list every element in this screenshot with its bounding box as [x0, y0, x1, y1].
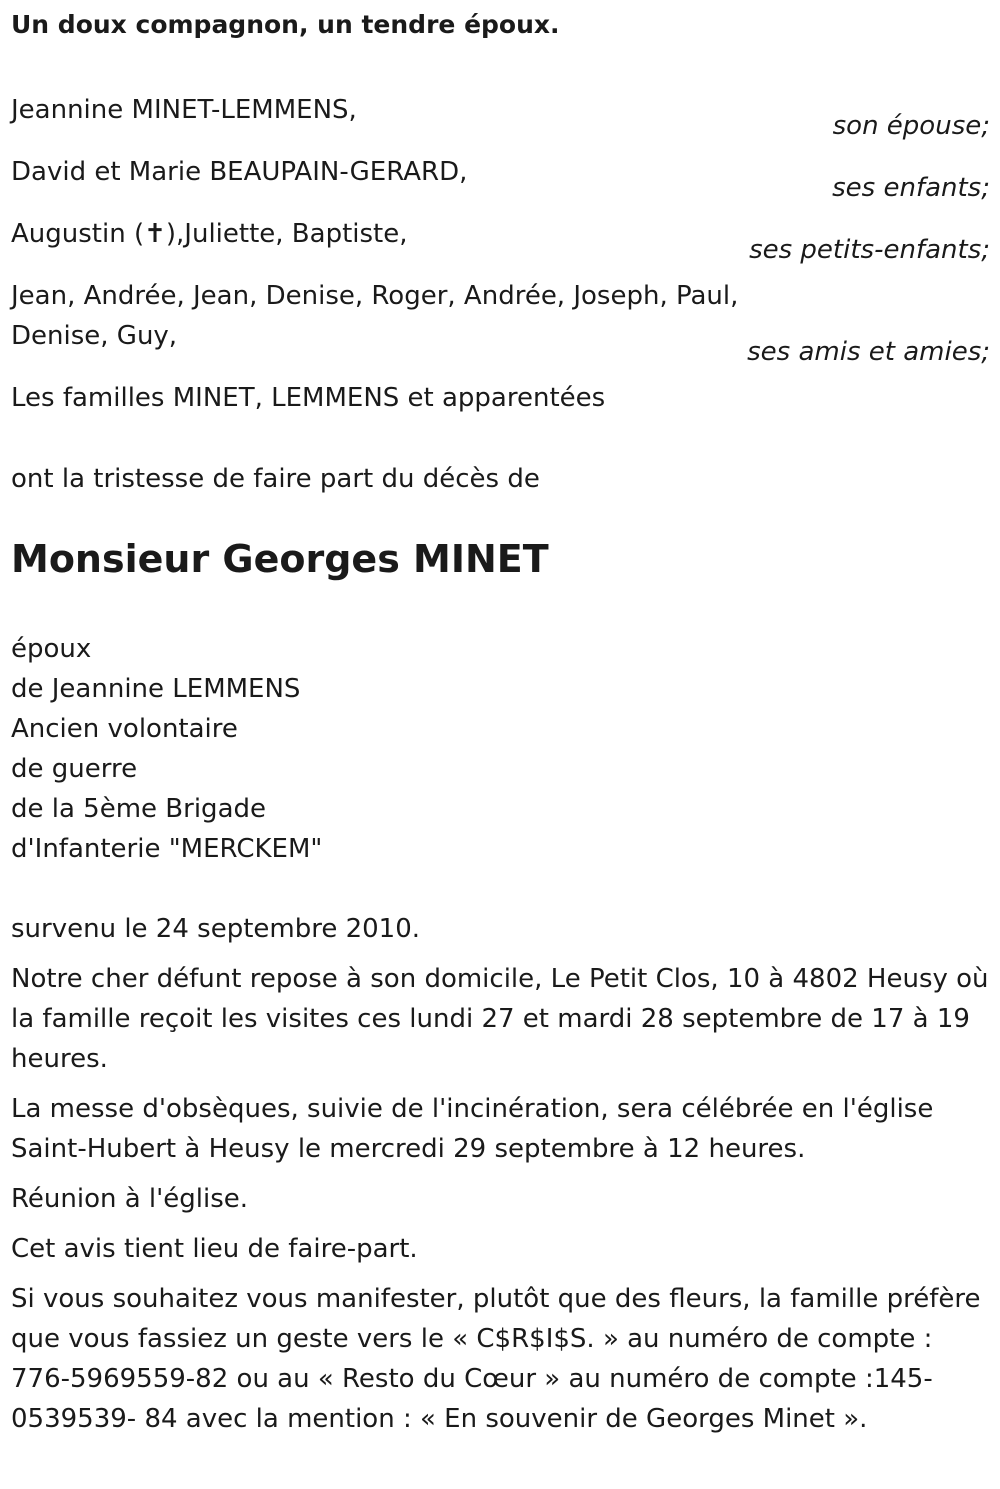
- obituary-page: [0, 5, 1000, 1489]
- family-entry-grandchildren: [11, 214, 990, 265]
- family-entry-children: [11, 152, 990, 203]
- bio-line: de la 5ème Brigade: [11, 794, 266, 824]
- family-names: Jeannine MINET-LEMMENS,: [11, 95, 357, 125]
- family-names: Augustin (✝),Juliette, Baptiste,: [11, 219, 408, 249]
- announcement-line: ont la tristesse de faire part du décès de: [11, 464, 540, 494]
- paragraph-wake: Notre cher défunt repose à son domicile, Le Petit Clos, 10 à 4802 Heusy où la famille reçoit les visites ces lundi 27 et mardi 28 septembre de 17 à 19 heures.: [11, 964, 989, 1074]
- paragraph-donations: Si vous souhaitez vous manifester, plutôt que des fleurs, la famille préfère que vous fassiez un geste vers le « C$R$I$S. » au numéro de compte : 776-5969559-82 ou au « Resto du Cœur » au numéro de compte :145-0539539- 84 avec la mention : « En souvenir de Georges Minet ».: [11, 1284, 981, 1434]
- death-date: survenu le 24 septembre 2010.: [11, 914, 421, 944]
- paragraph-notice: Cet avis tient lieu de faire-part.: [11, 1234, 418, 1264]
- paragraph-funeral: La messe d'obsèques, suivie de l'incinération, sera célébrée en l'église Saint-Hubert à Heusy le mercredi 29 septembre à 12 heures.: [11, 1094, 934, 1164]
- bio-line: d'Infanterie "MERCKEM": [11, 834, 323, 864]
- deceased-name: Monsieur Georges MINET: [11, 537, 549, 581]
- family-relation: son épouse;: [832, 111, 990, 141]
- bio-line: Ancien volontaire: [11, 714, 238, 744]
- families-line: Les familles MINET, LEMMENS et apparentées: [11, 383, 606, 413]
- family-entry-friends: [11, 276, 990, 367]
- bio-line: de guerre: [11, 754, 138, 784]
- family-relation: ses amis et amies;: [747, 337, 990, 367]
- bio-line: de Jeannine LEMMENS: [11, 674, 301, 704]
- bio-line: époux: [11, 634, 92, 664]
- family-names-line-2: Denise, Guy,: [11, 321, 178, 351]
- family-list: [11, 90, 990, 418]
- family-entry-spouse: [11, 90, 990, 141]
- intro-line: Un doux compagnon, un tendre époux.: [11, 10, 560, 39]
- paragraph-meeting: Réunion à l'église.: [11, 1184, 249, 1214]
- family-relation: ses petits-enfants;: [749, 235, 990, 265]
- family-names-line-1: Jean, Andrée, Jean, Denise, Roger, Andrée, Joseph, Paul,: [11, 281, 739, 311]
- family-relation: ses enfants;: [832, 173, 990, 203]
- biography: [11, 629, 990, 869]
- family-names: David et Marie BEAUPAIN-GERARD,: [11, 157, 468, 187]
